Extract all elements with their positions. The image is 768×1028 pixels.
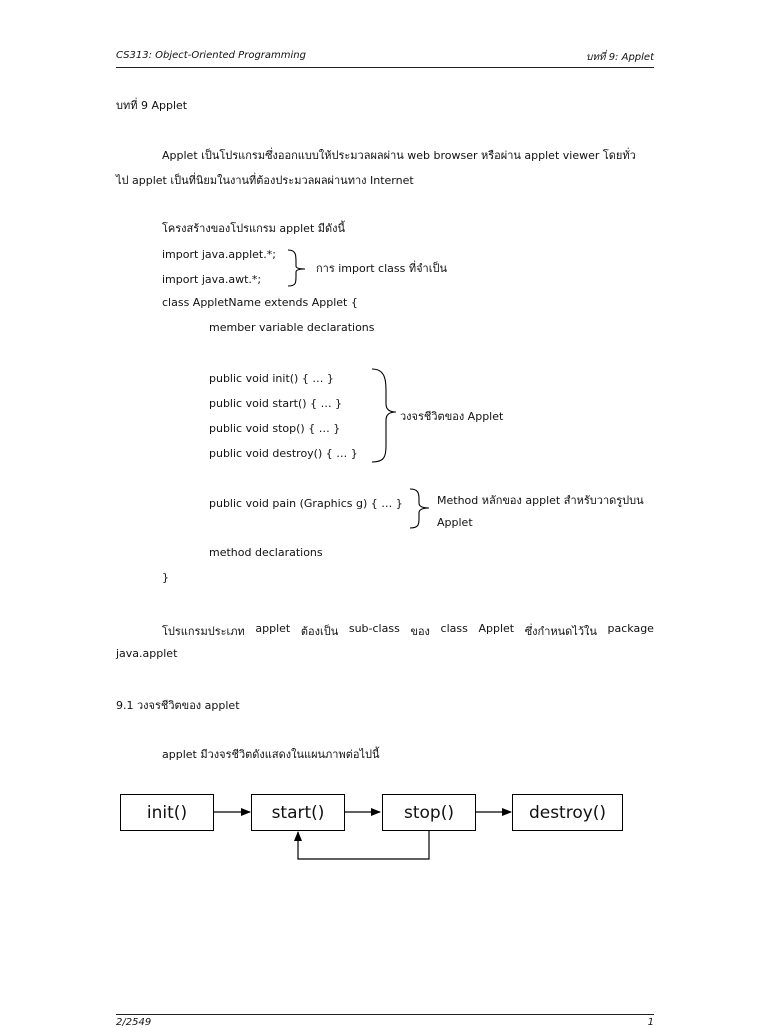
diagram-box-init: init() <box>120 794 214 831</box>
code-import-applet: import java.applet.*; <box>162 248 276 261</box>
section-description: applet มีวงจรชีวิตดังแสดงในแผนภาพต่อไปนี้ <box>162 748 380 761</box>
subclass-word: ซึ่งกำหนดไว้ใน <box>524 625 597 638</box>
arrow-stop-back-to-start <box>298 830 429 859</box>
subclass-word: ของ <box>410 625 430 638</box>
code-close-brace: } <box>162 571 169 584</box>
footer-rule <box>116 1014 654 1015</box>
diagram-box-start: start() <box>251 794 345 831</box>
footer-term: 2/2549 <box>116 1017 152 1028</box>
chapter-title: บทที่ 9 Applet <box>116 99 188 112</box>
code-init: public void init() { … } <box>209 372 334 385</box>
structure-heading: โครงสร้างของโปรแกรม applet มีดังนี้ <box>162 222 346 235</box>
code-import-awt: import java.awt.*; <box>162 273 262 286</box>
footer-page-number: 1 <box>647 1017 654 1028</box>
paint-note-line-2: Applet <box>437 516 473 529</box>
import-brace <box>288 250 305 286</box>
subclass-line-2: java.applet <box>116 647 178 660</box>
subclass-word: Applet <box>478 622 515 635</box>
header-chapter: บทที่ 9: Applet <box>585 52 654 63</box>
code-member-variables: member variable declarations <box>209 321 375 334</box>
diagram-box-destroy: destroy() <box>512 794 623 831</box>
import-note: การ import class ที่จำเป็น <box>316 262 447 275</box>
header-course-title: CS313: Object-Oriented Programming <box>116 50 306 61</box>
code-class-declaration: class AppletName extends Applet { <box>162 296 358 309</box>
subclass-word: ต้องเป็น <box>300 625 339 638</box>
section-title: 9.1 วงจรชีวิตของ applet <box>116 699 240 712</box>
intro-line-1: Applet เป็นโปรแกรมซึ่งออกแบบให้ประมวลผลผ่าน web browser หรือผ่าน applet viewer โดยทั่ว <box>162 149 636 162</box>
lifecycle-brace <box>372 369 396 462</box>
lifecycle-note: วงจรชีวิตของ Applet <box>400 410 504 423</box>
subclass-word: sub-class <box>348 622 400 635</box>
code-method-declarations: method declarations <box>209 546 323 559</box>
code-paint: public void pain (Graphics g) { … } <box>209 497 403 510</box>
code-start: public void start() { … } <box>209 397 343 410</box>
subclass-word: applet <box>255 622 291 635</box>
diagram-box-stop: stop() <box>382 794 476 831</box>
paint-brace <box>410 489 429 528</box>
code-destroy: public void destroy() { … } <box>209 447 358 460</box>
subclass-word: class <box>440 622 468 635</box>
paint-note-line-1: Method หลักของ applet สำหรับวาดรูปบน <box>437 494 644 507</box>
subclass-word: package <box>607 622 654 635</box>
intro-line-2: ไป applet เป็นที่นิยมในงานที่ต้องประมวลผลผ่านทาง Internet <box>116 174 414 187</box>
subclass-word: โปรแกรมประเภท <box>162 625 245 638</box>
code-stop: public void stop() { … } <box>209 422 341 435</box>
